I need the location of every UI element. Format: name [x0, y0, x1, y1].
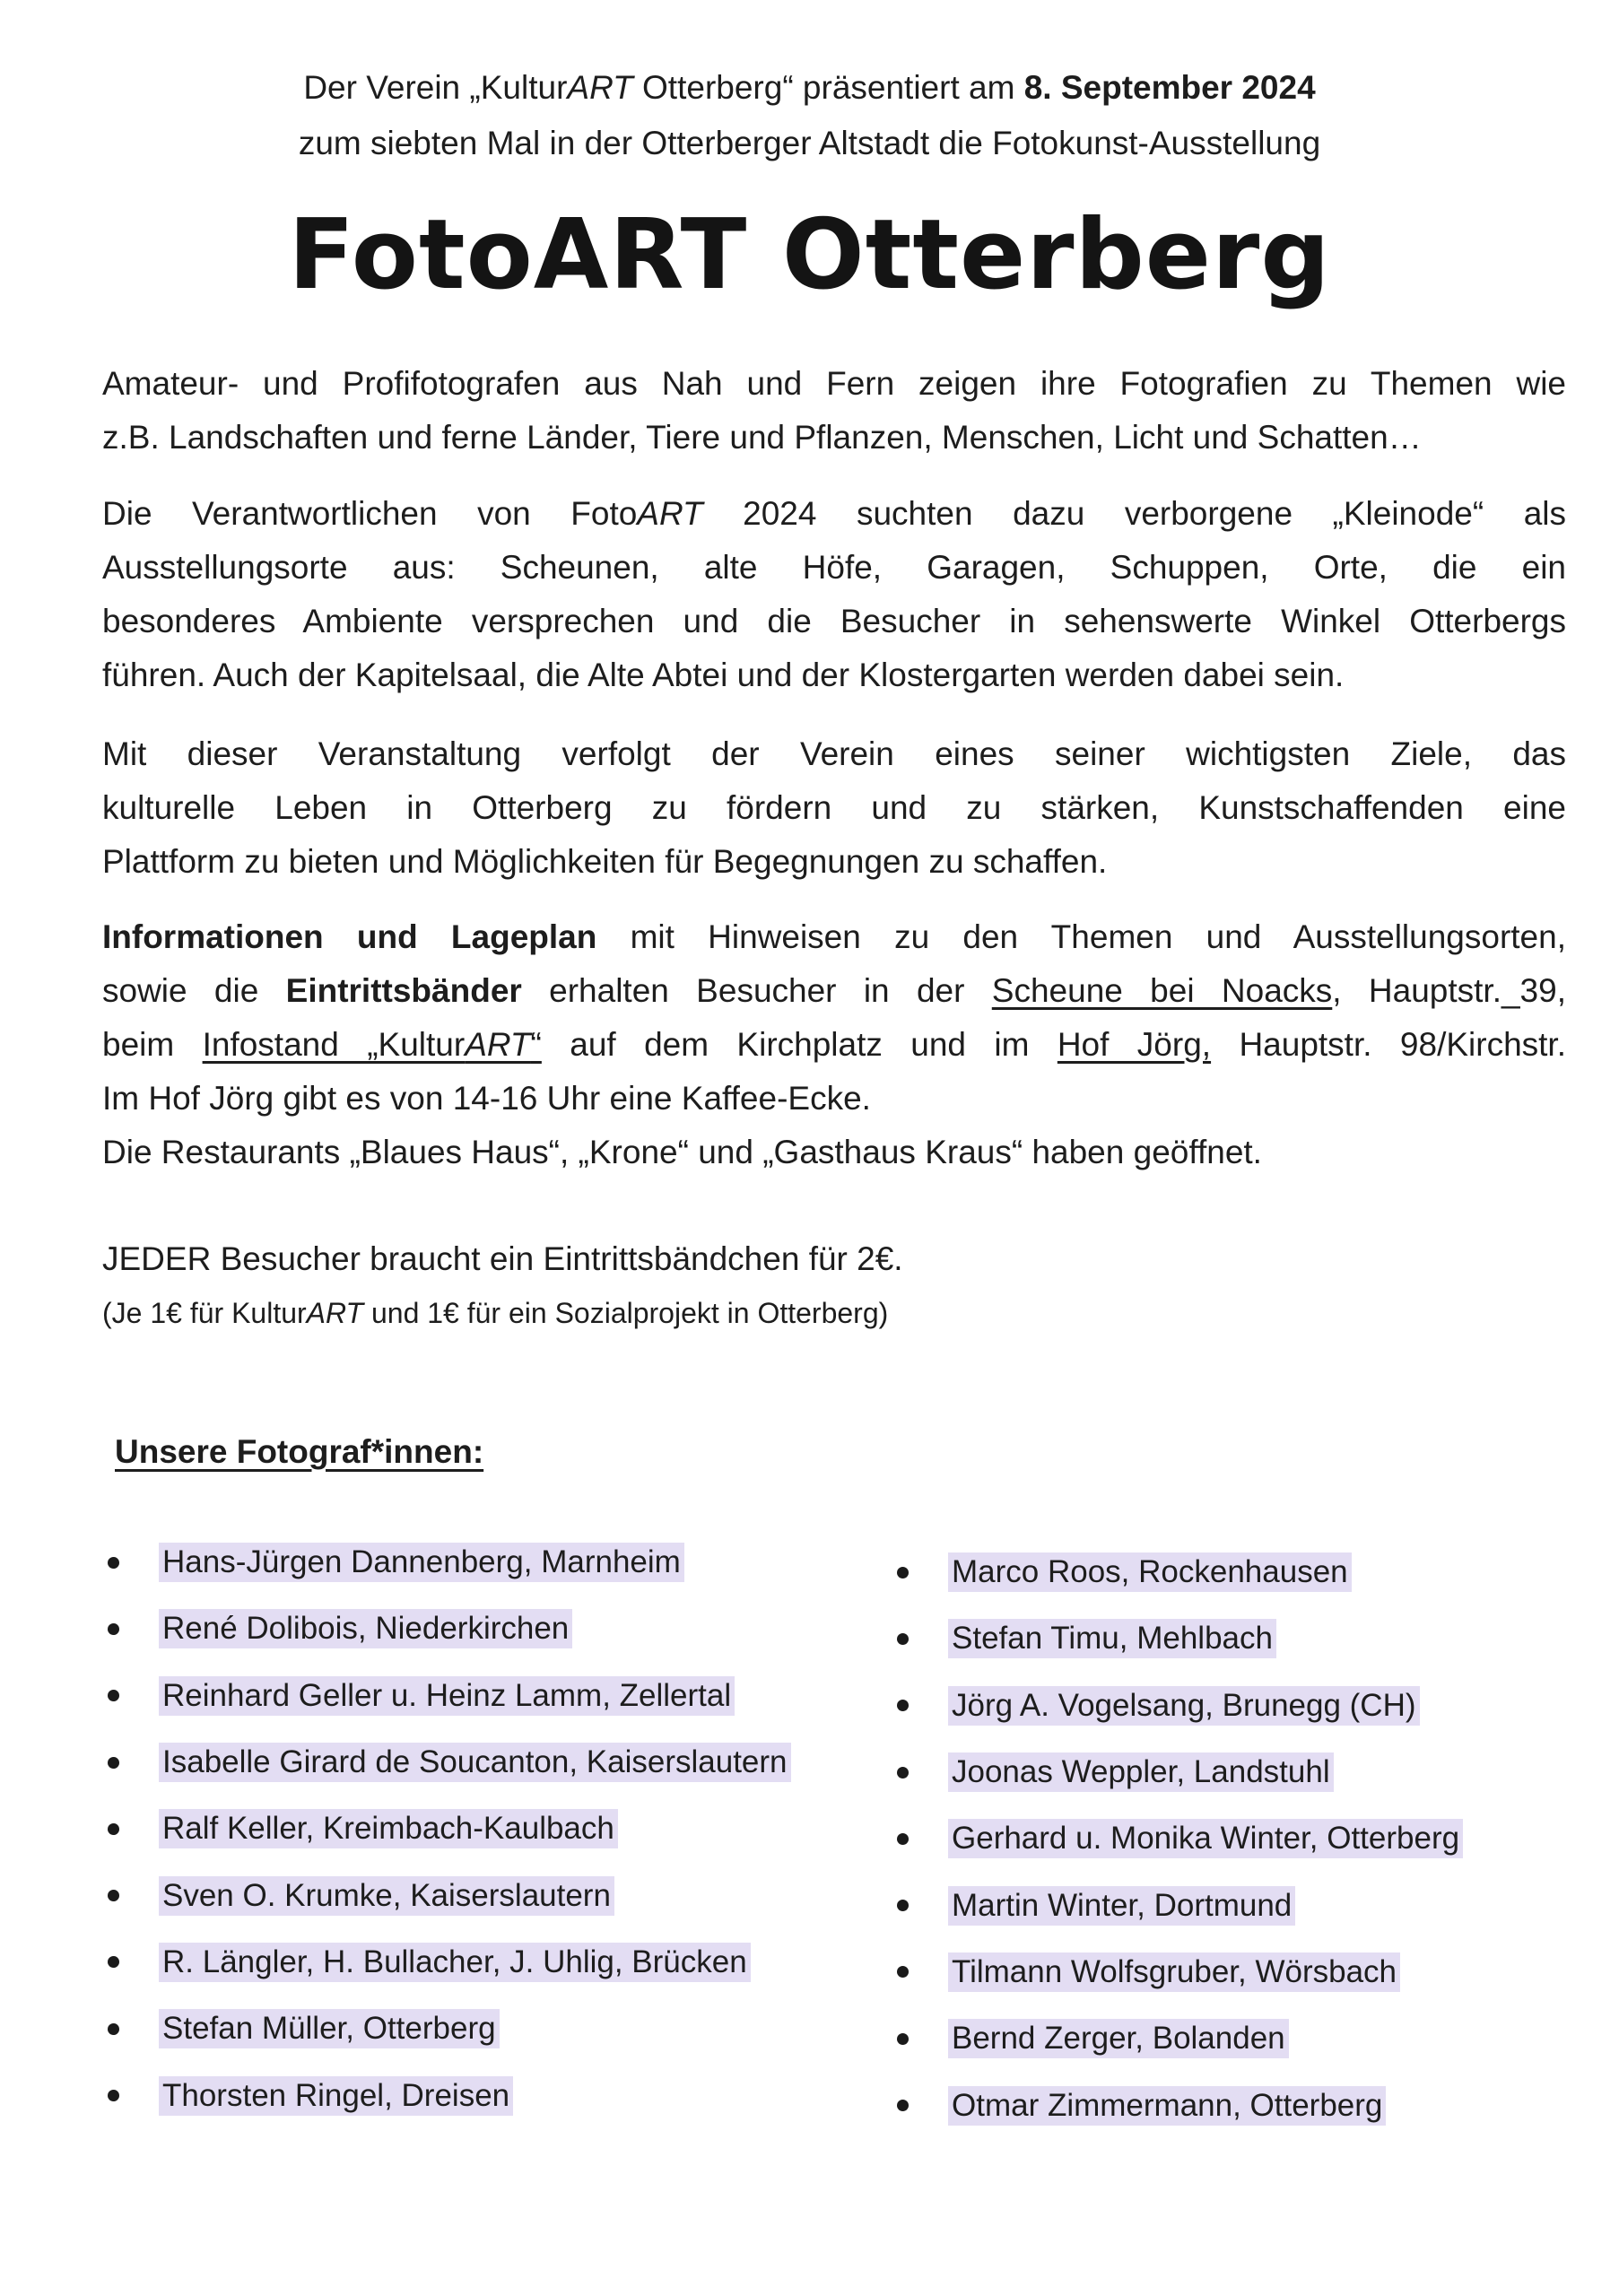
paragraph-line: führen. Auch der Kapitelsaal, die Alte Abtei und der Klostergarten werden dabei sein.	[102, 657, 1345, 693]
paragraph-line: Mit dieser Veranstaltung verfolgt der Verein eines seiner wichtigsten Ziele, das	[102, 735, 1566, 772]
intro-art: ART	[567, 69, 633, 106]
wristband-label: Eintrittsbänder	[285, 972, 522, 1009]
text: (Je 1€ für Kultur	[102, 1297, 307, 1329]
photographers-list-left	[108, 1529, 791, 2129]
intro-text: Der Verein „Kultur	[303, 69, 568, 106]
photographer-name: Tilmann Wolfsgruber, Wörsbach	[948, 1952, 1400, 1992]
paragraph-line	[102, 910, 1566, 964]
list-item	[897, 1939, 1463, 2005]
paragraph-line	[102, 487, 1566, 541]
list-item	[897, 1605, 1463, 1672]
entry-fee-line: JEDER Besucher braucht ein Eintrittsbändchen für 2€.	[102, 1240, 903, 1277]
list-item	[108, 1596, 791, 1662]
bullet-icon	[897, 1767, 909, 1779]
paragraph-information	[102, 910, 1566, 1179]
list-item	[108, 1529, 791, 1596]
paragraph-line: Ausstellungsorte aus: Scheunen, alte Höfe, Garagen, Schuppen, Orte, die ein	[102, 549, 1566, 586]
list-item	[108, 2062, 791, 2128]
paragraph-line: Im Hof Jörg gibt es von 14-16 Uhr eine Kaffee-Ecke.	[102, 1080, 871, 1117]
bullet-icon	[108, 1623, 119, 1635]
paragraph-goals	[102, 727, 1566, 889]
paragraph-entry-fee	[102, 1232, 1566, 1340]
bullet-icon	[108, 2023, 119, 2035]
photographer-name: René Dolibois, Niederkirchen	[159, 1609, 572, 1648]
text-art: ART	[306, 1297, 364, 1329]
bullet-icon	[897, 1567, 909, 1578]
paragraph-line: besonderes Ambiente versprechen und die Besucher in sehenswerte Winkel Otterbergs	[102, 603, 1566, 639]
location-hof-joerg: Hof Jörg,	[1057, 1026, 1212, 1063]
bullet-icon	[897, 1900, 909, 1911]
paragraph-line: z.B. Landschaften und ferne Länder, Tiere und Pflanzen, Menschen, Licht und Schatten…	[102, 419, 1422, 456]
paragraph-photographers	[102, 357, 1566, 465]
list-item	[108, 1729, 791, 1796]
list-item	[897, 1805, 1463, 1872]
photographers-list-right	[897, 1539, 1463, 2139]
bullet-icon	[108, 1557, 119, 1569]
bullet-icon	[108, 1690, 119, 1701]
photographer-name: Gerhard u. Monika Winter, Otterberg	[948, 1819, 1463, 1858]
text: sowie die	[102, 972, 286, 1009]
paragraph-line: Amateur- und Profifotografen aus Nah und Fern zeigen ihre Fotografien zu Themen wie	[102, 365, 1566, 402]
photographer-name: Isabelle Girard de Soucanton, Kaiserslautern	[159, 1743, 791, 1782]
text: 2024 suchten dazu verborgene „Kleinode“ als	[702, 495, 1566, 532]
text: erhalten Besucher in der	[521, 972, 992, 1009]
intro-text-mid: Otterberg“ präsentiert am	[632, 69, 1024, 106]
bullet-icon	[897, 1833, 909, 1845]
list-item	[108, 1996, 791, 2062]
bullet-icon	[897, 2033, 909, 2045]
location-infostand	[203, 1026, 542, 1063]
photographer-name: Sven O. Krumke, Kaiserslautern	[159, 1876, 614, 1916]
page-title: FotoART Otterberg	[288, 199, 1331, 311]
paragraph-line: kulturelle Leben in Otterberg zu fördern und zu stärken, Kunstschaffenden eine	[102, 789, 1566, 826]
paragraph-line	[102, 1018, 1566, 1072]
bullet-icon	[108, 1956, 119, 1968]
paragraph-line: Plattform zu bieten und Möglichkeiten für Begegnungen zu schaffen.	[102, 843, 1108, 880]
photographers-heading: Unsere Fotograf*innen:	[115, 1433, 484, 1470]
list-item	[108, 1796, 791, 1862]
photographer-name: Thorsten Ringel, Dreisen	[159, 2076, 513, 2116]
photographer-name: Hans-Jürgen Dannenberg, Marnheim	[159, 1543, 684, 1582]
photographer-name: Stefan Müller, Otterberg	[159, 2009, 500, 2048]
photographer-name: Ralf Keller, Kreimbach-Kaulbach	[159, 1809, 618, 1848]
text: auf dem Kirchplatz und im	[541, 1026, 1058, 1063]
text: Infostand „Kultur	[202, 1026, 466, 1063]
text-art: ART	[465, 1026, 531, 1063]
text: , Hauptstr._39,	[1332, 972, 1566, 1009]
text: Hauptstr. 98/Kirchstr.	[1211, 1026, 1566, 1063]
photographer-name: Otmar Zimmermann, Otterberg	[948, 2086, 1386, 2126]
list-item	[897, 1739, 1463, 1805]
photographer-name: Jörg A. Vogelsang, Brunegg (CH)	[948, 1686, 1420, 1726]
photographer-name: R. Längler, H. Bullacher, J. Uhlig, Brücken	[159, 1943, 751, 1982]
bullet-icon	[108, 1823, 119, 1835]
list-item	[897, 1872, 1463, 1938]
event-date: 8. September 2024	[1023, 69, 1316, 106]
list-item	[897, 2072, 1463, 2138]
text: und 1€ für ein Sozialprojekt in Otterberg)	[363, 1297, 889, 1329]
list-item	[897, 1673, 1463, 1739]
text: Die Verantwortlichen von Foto	[102, 495, 638, 532]
bullet-icon	[108, 1757, 119, 1769]
list-item	[897, 1539, 1463, 1605]
text: mit Hinweisen zu den Themen und Ausstellungsorten,	[596, 918, 1566, 955]
text: beim	[102, 1026, 203, 1063]
info-heading: Informationen und Lageplan	[102, 918, 597, 955]
paragraph-locations	[102, 487, 1566, 702]
bullet-icon	[897, 1633, 909, 1645]
photographer-name: Reinhard Geller u. Heinz Lamm, Zellertal	[159, 1676, 735, 1716]
text: “	[530, 1026, 542, 1063]
list-item	[897, 2005, 1463, 2072]
paragraph-line	[102, 964, 1566, 1018]
photographer-name: Marco Roos, Rockenhausen	[948, 1552, 1352, 1592]
intro-line-1	[0, 61, 1619, 115]
photographer-name: Bernd Zerger, Bolanden	[948, 2019, 1289, 2058]
photographer-name: Martin Winter, Dortmund	[948, 1886, 1295, 1926]
list-item	[108, 1663, 791, 1729]
intro-line-2: zum siebten Mal in der Otterberger Altstadt die Fotokunst-Ausstellung	[298, 125, 1321, 161]
list-item	[108, 1929, 791, 1996]
bullet-icon	[897, 2100, 909, 2111]
photographer-name: Joonas Weppler, Landstuhl	[948, 1752, 1334, 1792]
paragraph-line: Die Restaurants „Blaues Haus“, „Krone“ und „Gasthaus Kraus“ haben geöffnet.	[102, 1134, 1262, 1170]
bullet-icon	[897, 1966, 909, 1978]
bullet-icon	[108, 1890, 119, 1901]
text-art: ART	[637, 495, 703, 532]
list-item	[108, 1862, 791, 1928]
photographer-name: Stefan Timu, Mehlbach	[948, 1619, 1276, 1658]
bullet-icon	[897, 1700, 909, 1711]
location-scheune: Scheune bei Noacks	[991, 972, 1333, 1009]
entry-fee-note	[102, 1286, 1566, 1340]
bullet-icon	[108, 2090, 119, 2101]
